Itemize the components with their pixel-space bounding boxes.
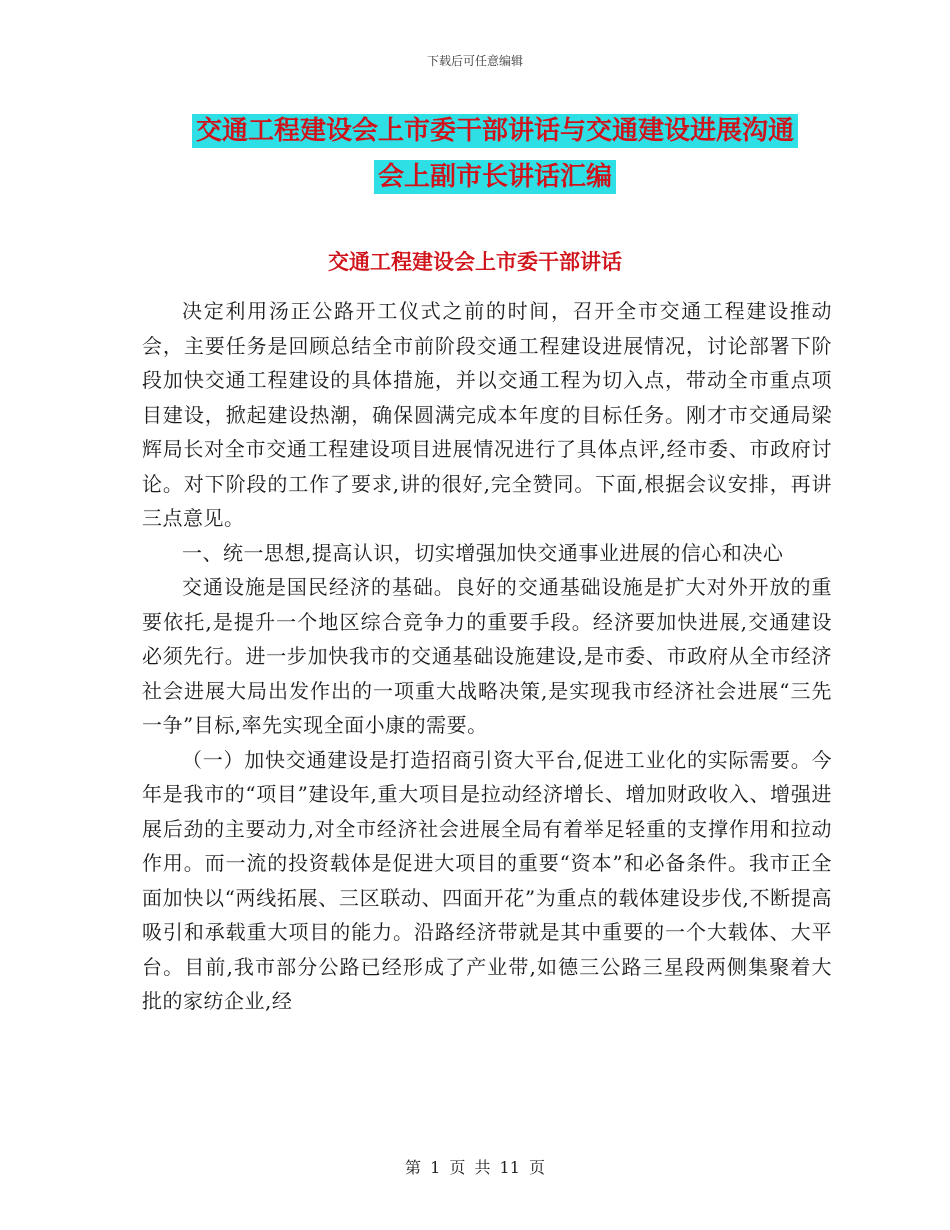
title-line-1: 交通工程建设会上市委干部讲话与交通建设进展沟通 bbox=[192, 114, 798, 148]
title-line-2: 会上副市长讲话汇编 bbox=[374, 160, 616, 194]
document-title bbox=[145, 108, 845, 200]
body-text bbox=[142, 294, 832, 1019]
paragraph: 交通设施是国民经济的基础。良好的交通基础设施是扩大对外开放的重要依托,是提升一个地区综合竞争力的重要手段。经济要加快进展,交通建设必须先行。进一步加快我市的交通基础设施建设,是市委、市政府从全市经济社会进展大局出发作出的一项重大战略决策,是实现我市经济社会进展“三先一争”目标,率先实现全面小康的需要。 bbox=[142, 575, 832, 737]
paragraph: 决定利用汤正公路开工仪式之前的时间，召开全市交通工程建设推动会，主要任务是回顾总结全市前阶段交通工程建设进展情况，讨论部署下阶段加快交通工程建设的具体措施，并以交通工程为切入点，带动全市重点项目建设，掀起建设热潮，确保圆满完成本年度的目标任务。刚才市交通局梁辉局长对全市交通工程建设项目进展情况进行了具体点评,经市委、市政府讨论。对下阶段的工作了要求,讲的很好,完全赞同。下面,根据会议安排，再讲三点意见。 bbox=[142, 299, 832, 530]
paragraph: （一）加快交通建设是打造招商引资大平台,促进工业化的实际需要。今年是我市的“项目”建设年,重大项目是拉动经济增长、增加财政收入、增强进展后劲的主要动力,对全市经济社会进展全局有着举足轻重的支撑作用和拉动作用。而一流的投资载体是促进大项目的重要“资本”和必备条件。我市正全面加快以“两线拓展、三区联动、四面开花”为重点的载体建设步伐,不断提高吸引和承载重大项目的能力。沿路经济带就是其中重要的一个大载体、大平台。目前,我市部分公路已经形成了产业带,如德三公路三星段两侧集聚着大批的家纺企业,经 bbox=[142, 747, 832, 1013]
section-title: 交通工程建设会上市委干部讲话 bbox=[328, 250, 622, 274]
page-footer: 第 1 页 共 11 页 bbox=[405, 1158, 545, 1177]
paragraph: 一、统一思想,提高认识，切实增强加快交通事业进展的信心和决心 bbox=[182, 540, 784, 565]
header-note: 下载后可任意编辑 bbox=[426, 54, 523, 68]
